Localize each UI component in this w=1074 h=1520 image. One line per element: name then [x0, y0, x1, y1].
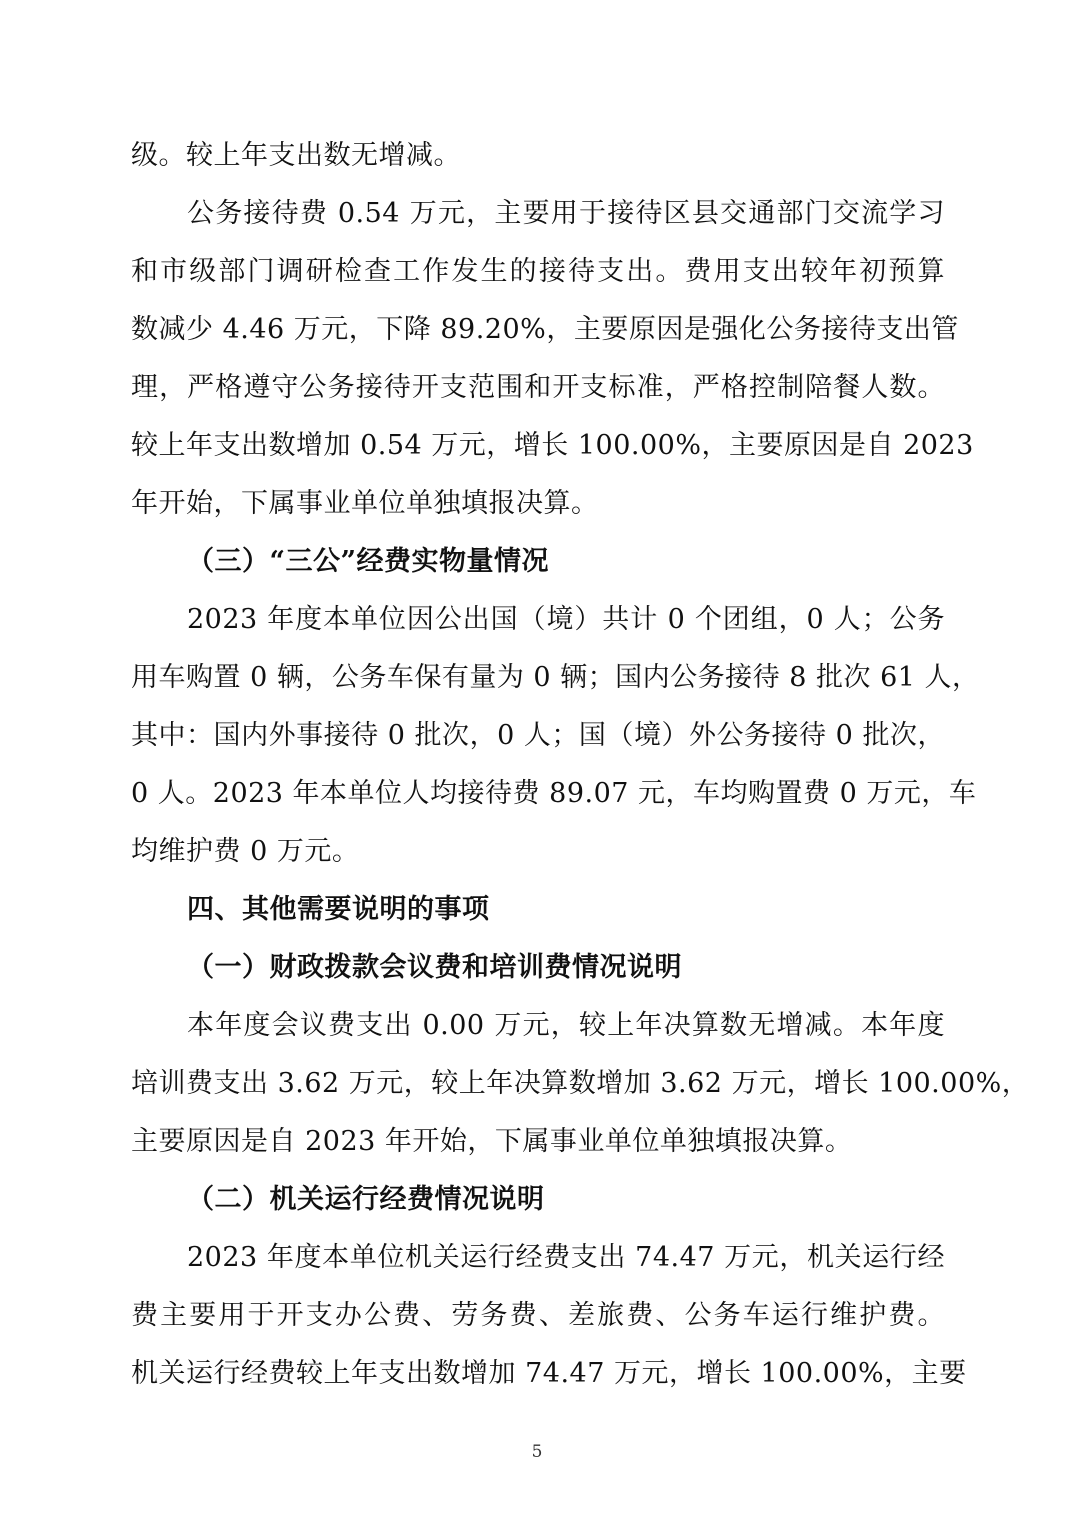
- section-subheading: （三）“三公”经费实物量情况: [187, 546, 550, 577]
- text-line: 用车购置 0 辆，公务车保有量为 0 辆；国内公务接待 8 批次 61 人，: [131, 662, 980, 693]
- text-line: 均维护费 0 万元。: [131, 836, 360, 867]
- text-line: 培训费支出 3.62 万元，较上年决算数增加 3.62 万元，增长 100.00%，: [131, 1068, 1030, 1099]
- text-line: 理，严格遵守公务接待开支范围和开支标准，严格控制陪餐人数。: [131, 372, 945, 403]
- text-line: 年开始，下属事业单位单独填报决算。: [131, 488, 599, 519]
- text-line: 主要原因是自 2023 年开始，下属事业单位单独填报决算。: [131, 1126, 853, 1157]
- text-line: 本年度会议费支出 0.00 万元，较上年决算数无增减。本年度: [187, 1010, 945, 1041]
- text-line: 较上年支出数增加 0.54 万元，增长 100.00%，主要原因是自 2023: [131, 430, 974, 461]
- text-line: 机关运行经费较上年支出数增加 74.47 万元，增长 100.00%，主要: [131, 1358, 967, 1389]
- text-line: 公务接待费 0.54 万元，主要用于接待区县交通部门交流学习: [187, 198, 945, 229]
- text-line: 0 人。2023 年本单位人均接待费 89.07 元，车均购置费 0 万元，车: [131, 778, 977, 809]
- text-line: 和市级部门调研检查工作发生的接待支出。费用支出较年初预算: [131, 256, 945, 287]
- page-number: 5: [531, 1442, 543, 1462]
- text-line: 2023 年度本单位因公出国（境）共计 0 个团组，0 人；公务: [187, 604, 945, 635]
- text-line: 2023 年度本单位机关运行经费支出 74.47 万元，机关运行经: [187, 1242, 945, 1273]
- section-subheading: （一）财政拨款会议费和培训费情况说明: [187, 952, 682, 983]
- section-subheading: （二）机关运行经费情况说明: [187, 1184, 545, 1215]
- text-line: 费主要用于开支办公费、劳务费、差旅费、公务车运行维护费。: [131, 1300, 945, 1331]
- text-line: 数减少 4.46 万元，下降 89.20%，主要原因是强化公务接待支出管: [131, 314, 959, 345]
- text-line: 其中：国内外事接待 0 批次，0 人；国（境）外公务接待 0 批次，: [131, 720, 945, 751]
- text-line: 级。较上年支出数无增减。: [131, 140, 461, 171]
- section-heading: 四、其他需要说明的事项: [187, 894, 490, 925]
